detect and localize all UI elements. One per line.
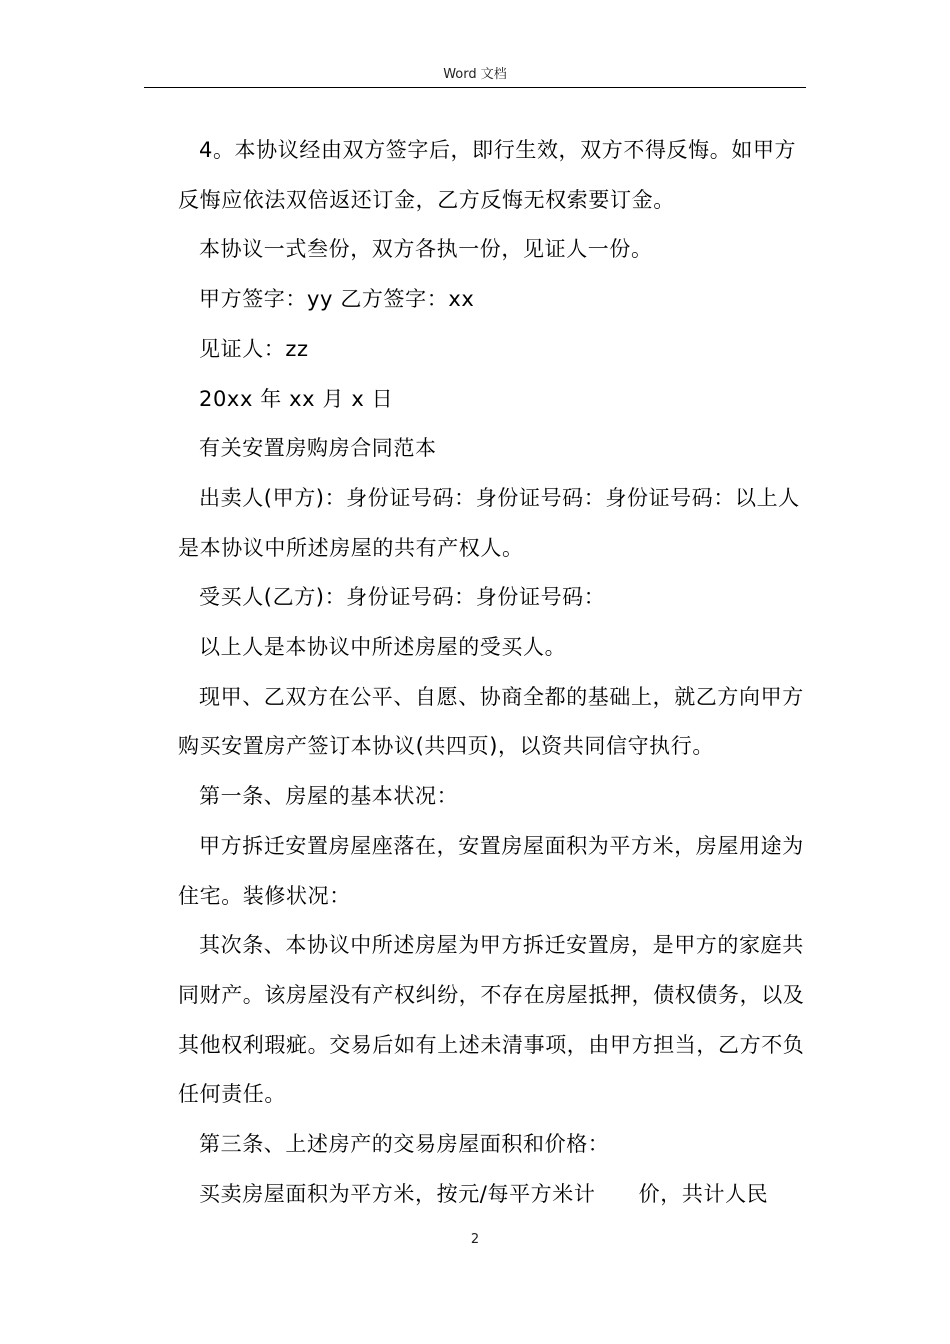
document-header-title: Word 文档 — [443, 67, 507, 82]
paragraph: 买卖房屋面积为平方米，按元/每平方米计 价，共计人民 — [199, 1181, 769, 1206]
clause-heading: 第一条、房屋的基本状况： — [199, 784, 459, 809]
section-title: 有关安置房购房合同范本 — [199, 436, 437, 461]
paragraph: 4。本协议经由双方签字后，即行生效，双方不得反悔。如甲方反悔应依法双倍返还订金，乙方反悔无权索要订金。 — [178, 138, 797, 212]
header-divider — [144, 87, 806, 88]
page-number: 2 — [470, 1232, 480, 1247]
paragraph: 现甲、乙双方在公平、自愿、协商全都的基础上，就乙方向甲方购买安置房产签订本协议(共四页)，以资共同信守执行。 — [178, 684, 804, 759]
paragraph: 甲方拆迁安置房屋座落在，安置房屋面积为平方米，房屋用途为住宅。装修状况： — [178, 833, 804, 908]
document-body — [178, 126, 806, 1219]
paragraph: 见证人：zz — [199, 336, 309, 361]
paragraph: 受买人(乙方)：身份证号码：身份证号码： — [199, 585, 606, 610]
clause-heading: 第三条、上述房产的交易房屋面积和价格： — [199, 1132, 610, 1157]
paragraph: 以上人是本协议中所述房屋的受买人。 — [199, 635, 567, 660]
paragraph: 其次条、本协议中所述房屋为甲方拆迁安置房，是甲方的家庭共同财产。该房屋没有产权纠纷，不存在房屋抵押，债权债务，以及其他权利瑕疵。交易后如有上述未清事项，由甲方担当，乙方不负任何责任。 — [178, 933, 805, 1107]
paragraph: 20xx 年 xx 月 x 日 — [199, 386, 394, 411]
paragraph: 出卖人(甲方)：身份证号码：身份证号码：身份证号码：以上人是本协议中所述房屋的共有产权人。 — [178, 485, 800, 560]
paragraph: 本协议一式叁份，双方各执一份，见证人一份。 — [199, 237, 653, 262]
paragraph: 甲方签字：yy 乙方签字：xx — [199, 287, 475, 312]
